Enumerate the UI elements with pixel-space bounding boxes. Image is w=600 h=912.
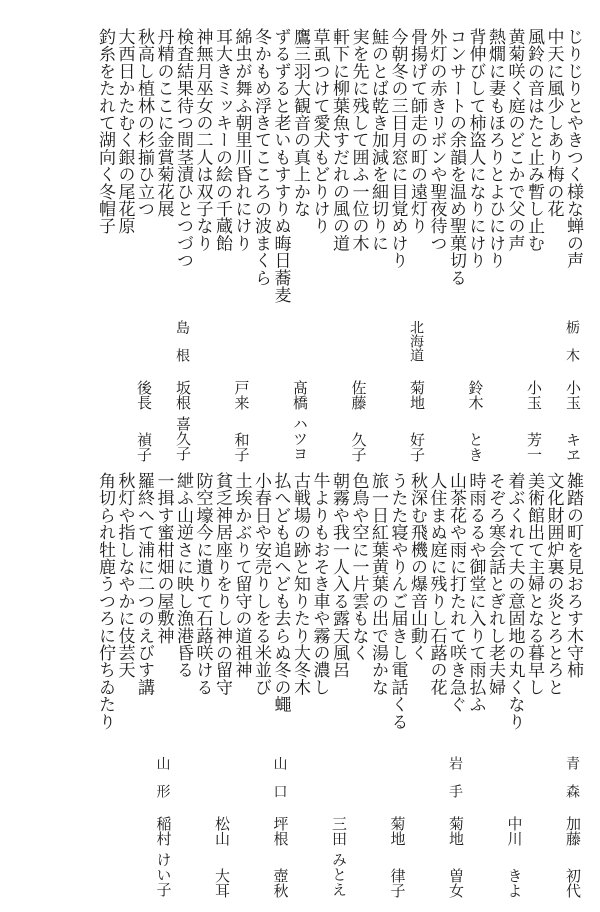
author-given-name: けい子 (154, 852, 173, 897)
haiku-line: 中天に風少しあり梅の花 (543, 28, 564, 218)
haiku-line: 着ぶくれて夫の意固地の丸くなり (504, 472, 525, 730)
author-given-name: 禎子 (135, 432, 153, 462)
haiku-line: 骨揚げて師走の町の遠灯り (407, 28, 427, 235)
haiku-line: 綿虫が舞ふ朝里川昏れにけり (231, 28, 252, 252)
author-family-name: 菊地 (408, 380, 426, 410)
author-given-name: 律子 (388, 868, 407, 898)
prefecture-label: 青森 (564, 756, 580, 812)
haiku-line: 風鈴の音はたと止み暫し止む (524, 28, 544, 252)
haiku-line: コンサートの余韻を温め聖菓切る (446, 28, 466, 286)
haiku-line: 古戦場の跡と知りたり大冬木 (290, 472, 310, 696)
prefecture-label: 山形 (154, 756, 171, 812)
author-family-name: 小玉 (525, 380, 543, 410)
author-given-name: 芳一 (525, 432, 543, 462)
author-family-name: 坂根 (174, 380, 192, 410)
haiku-line: 背伸びして柿盗人になりにけり (465, 28, 486, 269)
haiku-line: 大西日かたむく銀の尾花原 (114, 28, 135, 235)
author-family-name: 菊地 (447, 816, 465, 846)
haiku-line: じりじりとやきつく様な蝉の声 (563, 28, 583, 269)
haiku-line: 冬かもめ浮きてこころの波まくら (251, 28, 271, 286)
haiku-line: 貧乏神居座りをりし神の留守 (212, 472, 232, 696)
haiku-line: 時雨るるや御堂に入りて雨払ふ (465, 472, 486, 713)
author-given-name: ハツヨ (291, 416, 309, 461)
author-family-name: 戸来 (232, 380, 251, 410)
haiku-line: ずるずると老いもすすりぬ晦日蕎麦 (270, 28, 291, 304)
prefecture-label: 山口 (271, 756, 288, 812)
haiku-line: 山茶花や雨に打たれて咲き急ぐ (446, 472, 466, 713)
haiku-line: 鷹三羽大観音の真上かな (290, 28, 310, 218)
haiku-line: 防空壕今に遺りて石蕗咲ける (192, 472, 213, 696)
author-family-name: 坪根 (271, 816, 290, 846)
author-family-name: 松山 (213, 816, 231, 846)
author-given-name: 曽女 (447, 868, 465, 898)
author-given-name: きよ (505, 868, 524, 898)
haiku-line: 草虱つけて愛犬もどりけり (309, 28, 330, 235)
author-given-name: キヱ (564, 432, 582, 462)
top-haiku-section (0, 28, 600, 462)
haiku-line: 人住まぬ庭に残りし石蕗の花 (426, 472, 447, 696)
author-family-name: 加藤 (564, 816, 582, 846)
haiku-line: 外灯の赤きリボンや聖夜待つ (426, 28, 447, 252)
haiku-line: 秋灯や指しなやかに伎芸天 (114, 472, 135, 679)
haiku-line: 旅一日紅葉黄葉の出で湯かな (368, 472, 388, 696)
haiku-line: 耳大きミッキーの絵の千蔵飴 (212, 28, 232, 252)
author-family-name: 小玉 (564, 380, 582, 410)
haiku-line: 文化財囲炉裏の炎とろとろと (543, 472, 564, 696)
author-given-name: 大耳 (213, 868, 231, 898)
author-family-name: 佐藤 (349, 380, 368, 410)
haiku-line: そぞろ寒会話とぎれし老夫婦 (485, 472, 505, 696)
haiku-line: 鮭のとば乾き加減を細切りに (368, 28, 388, 252)
author-given-name: 壺秋 (271, 868, 290, 898)
haiku-line: 払へども追へども去らぬ冬の蠅 (270, 472, 291, 713)
haiku-line: 色鳥や空に一片雲もなく (348, 472, 369, 662)
haiku-line: 土埃かぶりて留守の道祖神 (231, 472, 252, 679)
haiku-line: 神無月巫女の二人は双子なり (192, 28, 213, 252)
haiku-line: 今朝冬の三日月窓に目覚めけり (387, 28, 408, 269)
haiku-line: 牛よりもおそき車や霧の濃し (309, 472, 330, 696)
haiku-line: 一揖す蜜柑畑の屋敷神 (153, 472, 174, 644)
prefecture-label: 岩手 (447, 756, 463, 812)
prefecture-label: 北海道 (408, 320, 424, 362)
author-family-name: 後長 (135, 380, 153, 410)
prefecture-label: 島根 (174, 320, 190, 376)
haiku-line: 検査結果待つ間茎漬ひとつづつ (173, 28, 193, 269)
haiku-line: 実を先に残して囲ふ一位の木 (348, 28, 369, 252)
haiku-line: 軒下に柳葉魚すだれの風の道 (329, 28, 349, 252)
haiku-line: 羅終へて浦に二つのえびす講 (134, 472, 154, 696)
haiku-line: 紲ふ山逆さに映し漁港昏る (173, 472, 193, 679)
author-given-name: 好子 (408, 432, 426, 462)
haiku-line: 熱燗に妻もほろりとよひにけり (485, 28, 505, 269)
haiku-line: 秋深む飛機の爆音山動く (407, 472, 427, 662)
author-given-name: 初代 (564, 868, 582, 898)
haiku-line: 朝霧や我一人入る露天風呂 (329, 472, 349, 679)
bottom-haiku-section (0, 472, 600, 904)
haiku-line: 釣糸をたれて湖向く冬帽子 (95, 28, 115, 235)
prefecture-label: 栃木 (564, 320, 580, 376)
haiku-line: 小春日や安売りしをる米並び (251, 472, 271, 696)
author-given-name: みとえ (330, 852, 348, 897)
haiku-line: 丹精のここに金賞菊花展 (153, 28, 174, 218)
author-given-name: 和子 (232, 432, 251, 462)
haiku-line: 黄菊咲く庭のどこかで父の声 (504, 28, 525, 252)
author-given-name: 久子 (349, 432, 368, 462)
author-given-name: 喜久子 (174, 416, 192, 461)
haiku-line: 美術館出て主婦となる暮早し (524, 472, 544, 696)
haiku-line: うたた寝やりんご届きし電話くる (387, 472, 408, 730)
author-family-name: 菊地 (388, 816, 407, 846)
author-given-name: とき (466, 432, 485, 462)
author-family-name: 中川 (505, 816, 524, 846)
author-family-name: 稲村 (154, 816, 173, 846)
haiku-line: 角切られ牡鹿うつろに佇ちゐたり (95, 472, 115, 730)
haiku-line: 秋高し植林の杉揃ひ立つ (134, 28, 154, 218)
author-family-name: 三田 (330, 816, 348, 846)
author-family-name: 髙橋 (291, 380, 309, 410)
author-family-name: 鈴木 (466, 380, 485, 410)
haiku-line: 雑踏の町を見おろす木守柿 (563, 472, 583, 679)
